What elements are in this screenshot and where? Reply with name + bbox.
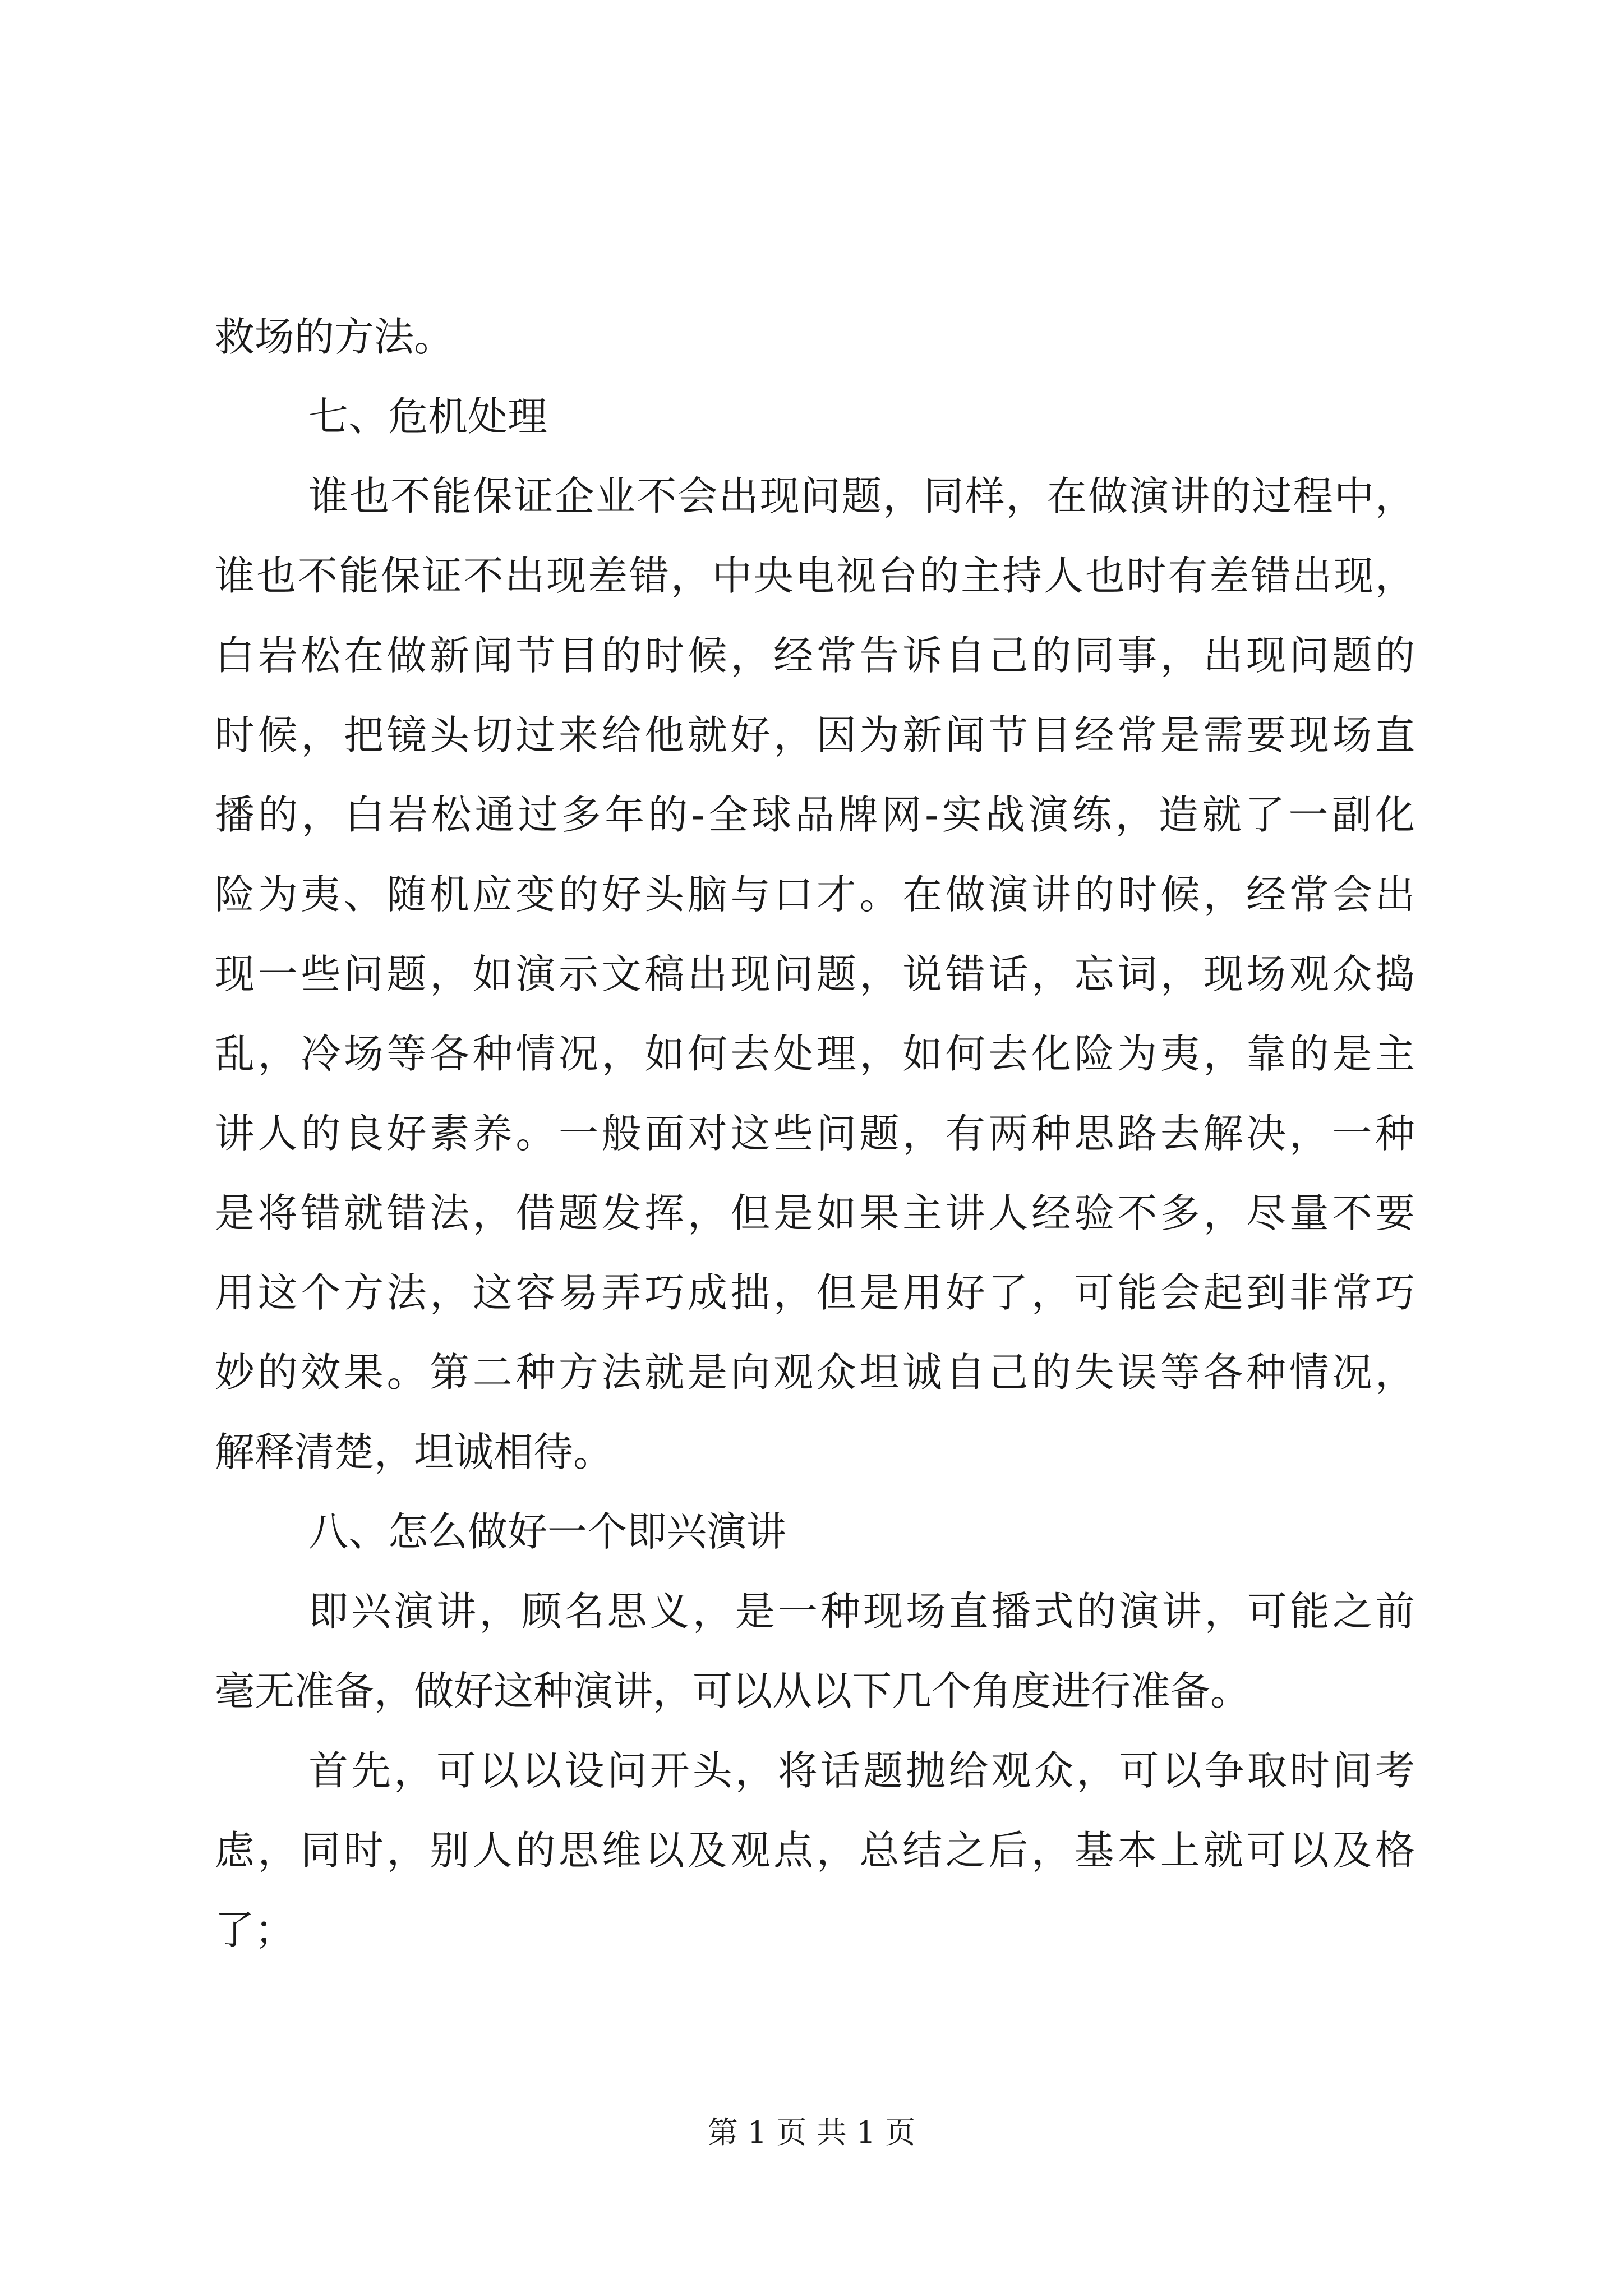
section-heading: 八、怎么做好一个即兴演讲 — [308, 1508, 787, 1555]
text-line: 虑，同时，别人的思维以及观点，总结之后，基本上就可以及格 — [215, 1827, 1415, 1874]
text-line: 谁也不能保证企业不会出现问题，同样，在做演讲的过程中， — [308, 473, 1415, 519]
text-line: 谁也不能保证不出现差错，中央电视台的主持人也时有差错出现， — [215, 553, 1415, 599]
text-line: 现一些问题，如演示文稿出现问题，说错话，忘词，现场观众捣 — [215, 951, 1415, 997]
text-line: 解释清楚，坦诚相待。 — [215, 1429, 614, 1475]
text-line: 乱，冷场等各种情况，如何去处理，如何去化险为夷，靠的是主 — [215, 1030, 1415, 1077]
text-line: 妙的效果。第二种方法就是向观众坦诚自己的失误等各种情况， — [215, 1349, 1415, 1396]
page-footer: 第 1 页 共 1 页 — [707, 2115, 916, 2150]
text-line: 毫无准备，做好这种演讲，可以从以下几个角度进行准备。 — [215, 1668, 1251, 1714]
text-line: 用这个方法，这容易弄巧成拙，但是用好了，可能会起到非常巧 — [215, 1269, 1415, 1316]
text-line: 险为夷、随机应变的好头脑与口才。在做演讲的时候，经常会出 — [215, 871, 1415, 918]
text-line: 是将错就错法，借题发挥，但是如果主讲人经验不多，尽量不要 — [215, 1190, 1415, 1236]
section-heading: 七、危机处理 — [308, 393, 548, 440]
text-line: 了； — [215, 1907, 295, 1953]
text-line: 即兴演讲，顾名思义，是一种现场直播式的演讲，可能之前 — [308, 1588, 1415, 1635]
text-line: 播的，白岩松通过多年的-全球品牌网-实战演练，造就了一副化 — [215, 792, 1415, 838]
text-line: 白岩松在做新闻节目的时候，经常告诉自己的同事，出现问题的 — [215, 632, 1415, 679]
text-line: 救场的方法。 — [215, 314, 454, 360]
text-line: 首先，可以以设问开头，将话题抛给观众，可以争取时间考 — [308, 1747, 1415, 1794]
text-line: 讲人的良好素养。一般面对这些问题，有两种思路去解决，一种 — [215, 1110, 1415, 1157]
text-line: 时候，把镜头切过来给他就好，因为新闻节目经常是需要现场直 — [215, 712, 1415, 758]
